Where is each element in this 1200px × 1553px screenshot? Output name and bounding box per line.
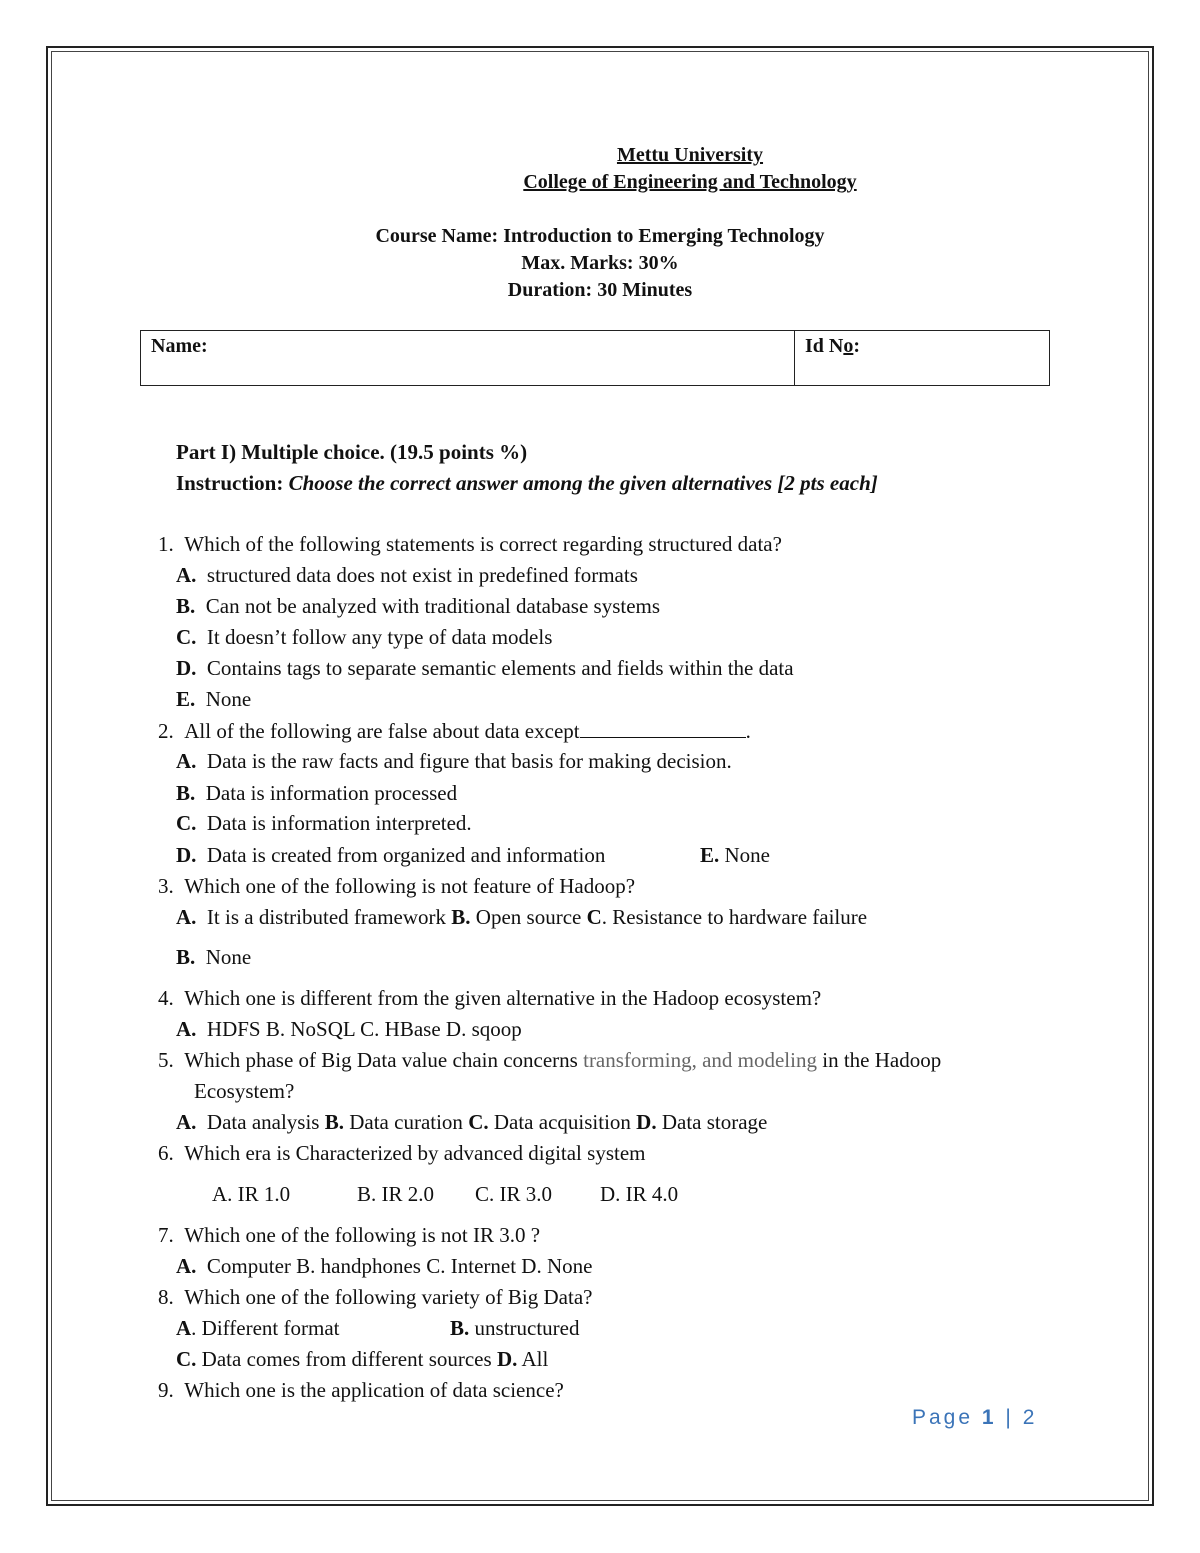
q1-option-b[interactable]: B. Can not be analyzed with traditional database systems [176,594,661,618]
question-3: 3. Which one of the following is not feature of Hadoop? [158,874,636,898]
q6-option-b[interactable]: B. IR 2.0 [357,1182,435,1206]
question-9: 9. Which one is the application of data science? [158,1378,564,1402]
id-label: Id No: [805,335,861,357]
q6-option-d[interactable]: D. IR 4.0 [600,1182,679,1206]
q8-options-row2 [176,1347,548,1372]
q1-option-c[interactable]: C. It doesn’t follow any type of data models [176,625,553,649]
q2-option-b[interactable]: B. Data is information processed [176,781,458,805]
q3-option-a[interactable]: A. It is a distributed framework [176,905,452,929]
instruction [176,471,878,496]
q8-option-a[interactable]: A. Different format [176,1316,340,1340]
q5-option-a[interactable]: A. Data analysis [176,1110,325,1134]
id-cell[interactable] [795,331,1049,385]
college-title: College of Engineering and Technology [523,171,857,193]
max-marks: Max. Marks: 30% [521,252,679,274]
duration: Duration: 30 Minutes [507,279,693,301]
q2-option-a[interactable]: A. Data is the raw facts and figure that basis for making decision. [176,749,732,773]
page-number [912,1406,1037,1430]
question-8: 8. Which one of the following variety of Big Data? [158,1285,593,1309]
q7-options[interactable]: A. Computer B. handphones C. Internet D. None [176,1254,593,1278]
student-info-table [140,330,1050,386]
name-cell[interactable] [141,331,795,385]
question-5: 5. Which phase of Big Data value chain concerns transforming, and modeling in the Hadoop [158,1048,942,1072]
university-title: Mettu University [616,144,764,166]
part-title: Part I) Multiple choice. (19.5 points %) [176,440,528,464]
q5-option-d[interactable]: D. Data storage [636,1110,768,1134]
q3-options-row [176,905,867,930]
course-name: Course Name: Introduction to Emerging Technology [375,225,825,247]
instruction-label: Instruction: [176,471,284,495]
q1-option-a[interactable]: A. structured data does not exist in predefined formats [176,563,638,587]
q3-option-b[interactable]: B. Open source [451,905,587,929]
question-4: 4. Which one is different from the given alternative in the Hadoop ecosystem? [158,986,822,1010]
q2-option-e[interactable]: E. None [700,843,771,867]
q1-option-d[interactable]: D. Contains tags to separate semantic elements and fields within the data [176,656,794,680]
q6-option-c[interactable]: C. IR 3.0 [475,1182,553,1206]
question-7: 7. Which one of the following is not IR 3.0 ? [158,1223,541,1247]
q3-option-c[interactable]: C. Resistance to hardware failure [586,905,868,929]
q1-option-e[interactable]: E. None [176,687,252,711]
q5-option-b[interactable]: B. Data curation [324,1110,469,1134]
instruction-text: Choose the correct answer among the given alternatives [2 pts each] [288,471,878,495]
name-label: Name: [151,335,208,357]
q5-option-c[interactable]: C. Data acquisition [468,1110,637,1134]
question-2: 2. All of the following are false about data except . [158,719,751,743]
question-5-line2: Ecosystem? [194,1079,295,1103]
q2-option-d[interactable]: D. Data is created from organized and information [176,843,606,867]
page-word: Page [912,1406,974,1429]
question-6: 6. Which era is Characterized by advanced digital system [158,1141,646,1165]
q2-option-c[interactable]: C. Data is information interpreted. [176,811,472,835]
q8-option-b[interactable]: B. unstructured [450,1316,580,1340]
page-current: 1 [981,1406,997,1429]
q3-option-none[interactable]: B. None [176,945,252,969]
page-separator: | [1005,1406,1014,1429]
q8-option-d[interactable]: D. All [496,1347,549,1371]
q8-option-c[interactable]: C. Data comes from different sources [176,1347,497,1371]
question-1: 1. Which of the following statements is correct regarding structured data? [158,532,782,556]
q4-options[interactable]: A. HDFS B. NoSQL C. HBase D. sqoop [176,1017,522,1041]
answer-blank [580,719,746,738]
page-total: 2 [1022,1406,1038,1429]
q6-option-a[interactable]: A. IR 1.0 [212,1182,291,1206]
q5-options-row [176,1110,767,1135]
